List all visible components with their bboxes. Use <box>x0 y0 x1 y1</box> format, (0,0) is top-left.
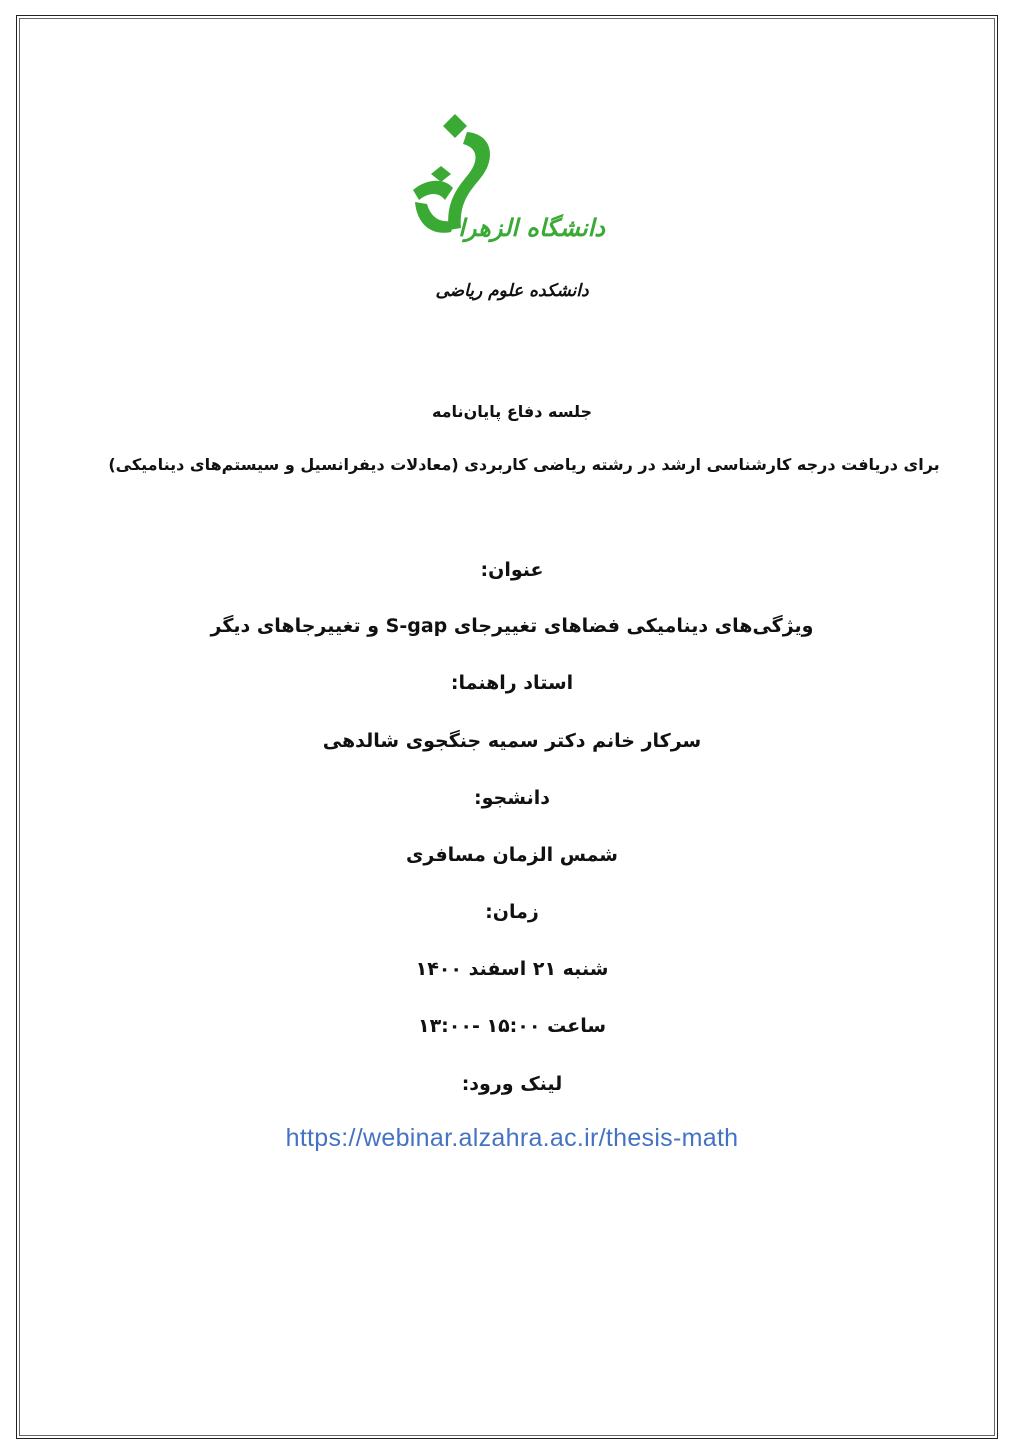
university-name: دانشگاه الزهرا <box>458 213 605 242</box>
webinar-link[interactable]: https://webinar.alzahra.ac.ir/thesis-math <box>285 1124 739 1152</box>
title-label: عنوان: <box>480 559 544 581</box>
university-logo <box>405 108 610 243</box>
link-label: لینک ورود: <box>461 1073 563 1095</box>
student-label: دانشجو: <box>474 787 550 809</box>
time-label: زمان: <box>485 901 539 923</box>
thesis-title: ویژگی‌های دینامیکی فضاهای تغییرجای S-gap و تغییرجاهای دیگر <box>210 615 814 637</box>
defense-date: شنبه ۲۱ اسفند ۱۴۰۰ <box>415 958 609 980</box>
degree-description: برای دریافت درجه کارشناسی ارشد در رشته ریاضی کاربردی (معادلات دیفرانسیل و سیستم‌های دینامیکی) <box>108 455 940 474</box>
supervisor-name: سرکار خانم دکتر سمیه جنگجوی شالدهی <box>322 730 702 752</box>
faculty-name: دانشکده علوم ریاضی <box>435 281 589 301</box>
supervisor-label: استاد راهنما: <box>450 672 574 694</box>
student-name: شمس الزمان مسافری <box>406 844 618 866</box>
defense-hours: ساعت ۱۵:۰۰ -۱۳:۰۰ <box>417 1015 607 1037</box>
meeting-heading: جلسه دفاع پایان‌نامه <box>431 402 593 421</box>
